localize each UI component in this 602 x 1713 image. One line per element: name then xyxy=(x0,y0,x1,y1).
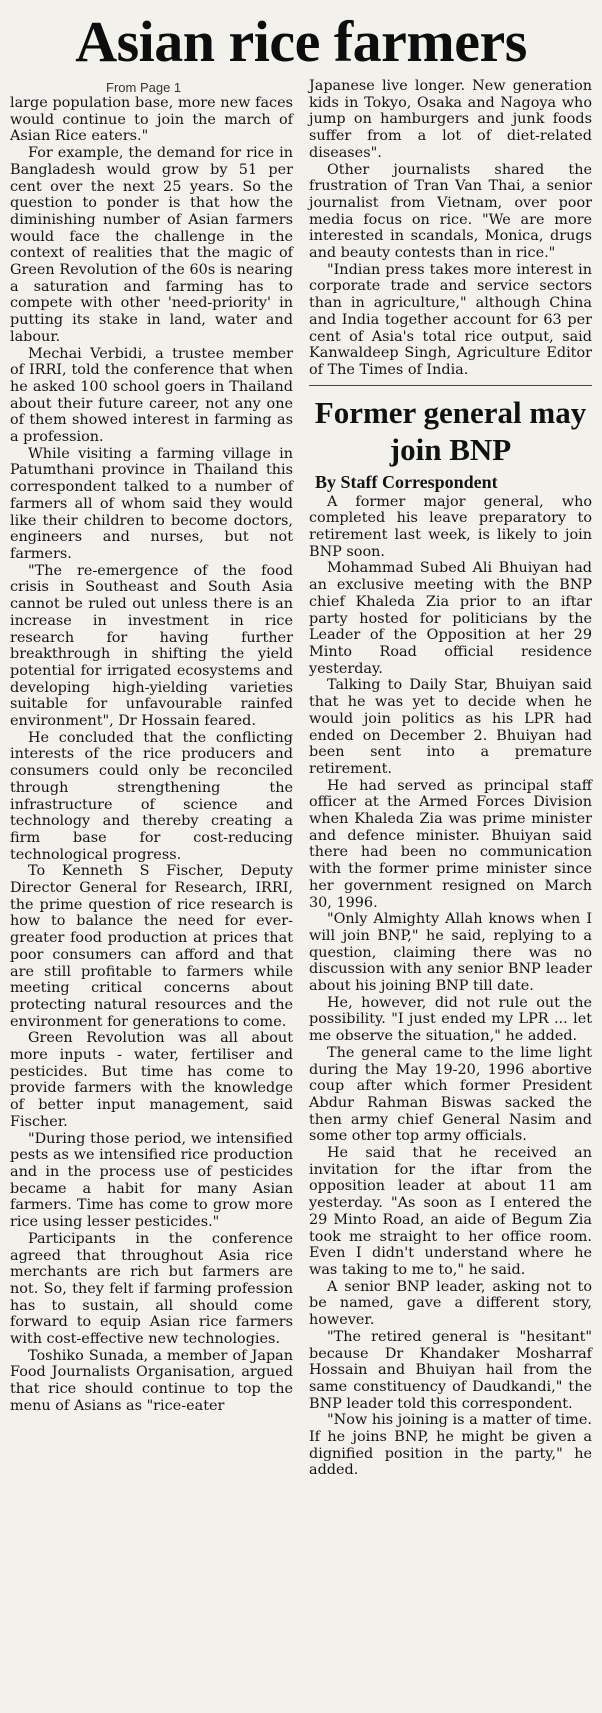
paragraph: Japanese live longer. New generation kids in Tokyo, Osaka and Nagoya who jump on hamburgers and junk foods suffer from a lot of diet-related diseases". xyxy=(309,78,592,161)
paragraph: Talking to Daily Star, Bhuiyan said that he was yet to decide when he would join politics as his LPR had ended on December 2. Bhuiyan had been sent into a premature retirement. xyxy=(309,677,592,777)
paragraph: He said that he received an invitation for the iftar from the opposition leader at about 11 am yesterday. "As soon as I entered the 29 Minto Road, an aide of Begum Zia took me straight to her office room. Even I didn't understand where he was taking to me to," he said. xyxy=(309,1145,592,1278)
paragraph: The general came to the lime light during the May 19-20, 1996 abortive coup after which former President Abdur Rahman Biswas sacked the then army chief General Nasim and some other top army officials. xyxy=(309,1044,592,1145)
second-story-headline: Former general may join BNP xyxy=(314,394,587,467)
paragraph: While visiting a farming village in Patumthani province in Thailand this correspondent talked to a number of farmers all of whom said they would like their children to become doctors, engineers and nurses, but not farmers. xyxy=(10,445,293,562)
paragraph: Other journalists shared the frustration of Tran Van Thai, a senior journalist from Vietnam, over poor media focus on rice. "We are more interested in scandals, Monica, drugs and beauty contests than in rice." xyxy=(309,161,592,262)
paragraph: large population base, more new faces would continue to join the march of Asian Rice eaters." xyxy=(10,95,293,145)
paragraph: "Indian press takes more interest in corporate trade and service sectors than in agriculture," although China and India together account for 63 per cent of Asia's total rice output, said Kanwaldeep Singh, Agriculture Editor of The Times of India. xyxy=(309,261,592,378)
paragraph: He, however, did not rule out the possibility. "I just ended my LPR ... let me observe the situation," he added. xyxy=(309,994,592,1045)
paragraph: "Only Almighty Allah knows when I will join BNP," he said, replying to a question, claiming there was no discussion with any senior BNP leader about his joining BNP till date. xyxy=(309,911,592,995)
paragraph: He concluded that the conflicting interests of the rice producers and consumers could only be reconciled through strengthening the infrastructure of science and technology and thereby creating a firm base for cost-reducing technological progress. xyxy=(10,729,293,863)
paragraph: "The retired general is "hesitant" because Dr Khandaker Mosharraf Hossain and Bhuiyan hail from the same constituency of Daudkandi," the BNP leader told this correspondent. xyxy=(309,1328,592,1412)
paragraph: For example, the demand for rice in Bangladesh would grow by 51 per cent over the next 25 years. So the question to ponder is that how the diminishing number of Asian farmers would face the challenge in the context of realities that the magic of Green Revolution of the 60s is nearing a saturation and farming has to compete with other 'need-priority' in putting its stake in land, water and labour. xyxy=(10,145,293,345)
columns xyxy=(10,78,592,1479)
paragraph: A former major general, who completed his leave preparatory to retirement last week, is likely to join BNP soon. xyxy=(309,493,592,560)
story-divider xyxy=(309,385,592,386)
paragraph: "During those period, we intensified pests as we intensified rice production and in the process use of pesticides became a habit for many Asian farmers. Time has come to grow more rice using lesser pesticides." xyxy=(10,1130,293,1231)
paragraph: "The re-emergence of the food crisis in Southeast and South Asia cannot be ruled out unless there is an increase in investment in rice research for having further breakthrough in shifting the yield potential for irrigated ecosystems and developing high-yielding varieties suitable for unfavourable rainfed environment", Dr Hossain feared. xyxy=(10,562,293,730)
paragraph: A senior BNP leader, asking not to be named, gave a different story, however. xyxy=(309,1278,592,1329)
headline: Asian rice farmers xyxy=(75,9,527,74)
paragraph: Mechai Verbidi, a trustee member of IRRI, told the conference that when he asked 100 school goers in Thailand about their future career, not any one of them showed interest in farming as a profession. xyxy=(10,345,293,446)
paragraph: Participants in the conference agreed that throughout Asia rice merchants are rich but farmers are not. So, they felt if farming profession has to sustain, all should come forward to equip Asian rice farmers with cost-effective new technologies. xyxy=(10,1230,293,1348)
paragraph: "Now his joining is a matter of time. If he joins BNP, he might be given a dignified position in the party," he added. xyxy=(309,1412,592,1479)
byline: By Staff Correspondent xyxy=(315,471,498,492)
paragraph: Green Revolution was all about more inputs - water, fertiliser and pesticides. But time has come to provide farmers with the knowledge of better input management, said Fischer. xyxy=(10,1030,293,1130)
jump-line: From Page 1 xyxy=(106,80,182,95)
paragraph: He had served as principal staff officer at the Armed Forces Division when Khaleda Zia was prime minister and defence minister. Bhuiyan said there had been no communication with the former prime minister since her government resigned on March 30, 1996. xyxy=(309,777,592,911)
paragraph: Mohammad Subed Ali Bhuiyan had an exclusive meeting with the BNP chief Khaleda Zia prior to an iftar party hosted for politicians by the Leader of the Opposition at her 29 Minto Road official residence yesterday. xyxy=(309,560,592,677)
paragraph: To Kenneth S Fischer, Deputy Director General for Research, IRRI, the prime question of rice research is how to balance the need for ever-greater food production at prices that poor consumers can afford and that are still profitable to farmers while meeting critical concerns about protecting natural resources and the environment for generations to come. xyxy=(10,863,293,1030)
right-column xyxy=(307,78,592,1479)
paragraph: Toshiko Sunada, a member of Japan Food Journalists Organisation, argued that rice should continue to top the menu of Asians as "rice-eater xyxy=(10,1347,293,1414)
left-column xyxy=(10,78,295,1479)
